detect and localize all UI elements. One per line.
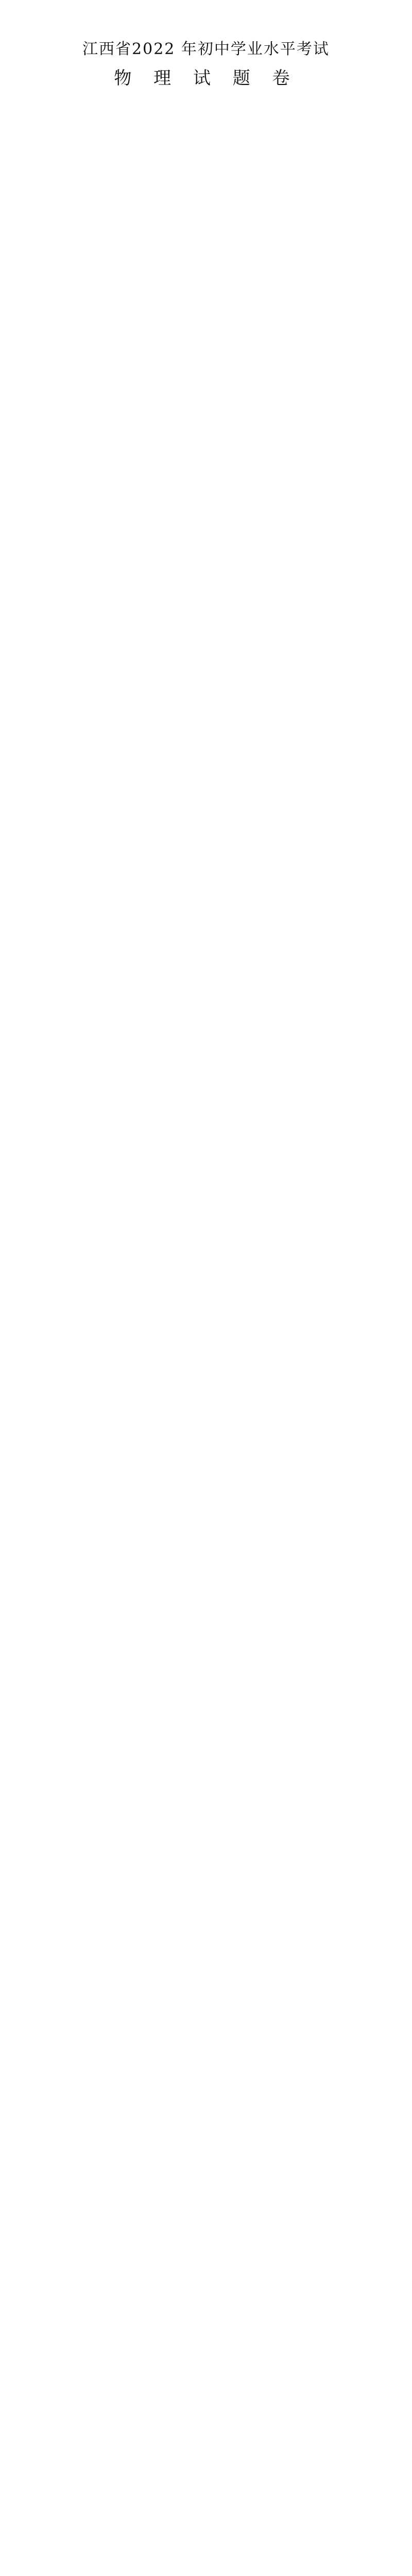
exam-subject: 物 理 试 题 卷	[114, 68, 298, 89]
exam-title: 江西省2022 年初中学业水平考试	[82, 40, 330, 58]
exam-header	[36, 21, 376, 89]
